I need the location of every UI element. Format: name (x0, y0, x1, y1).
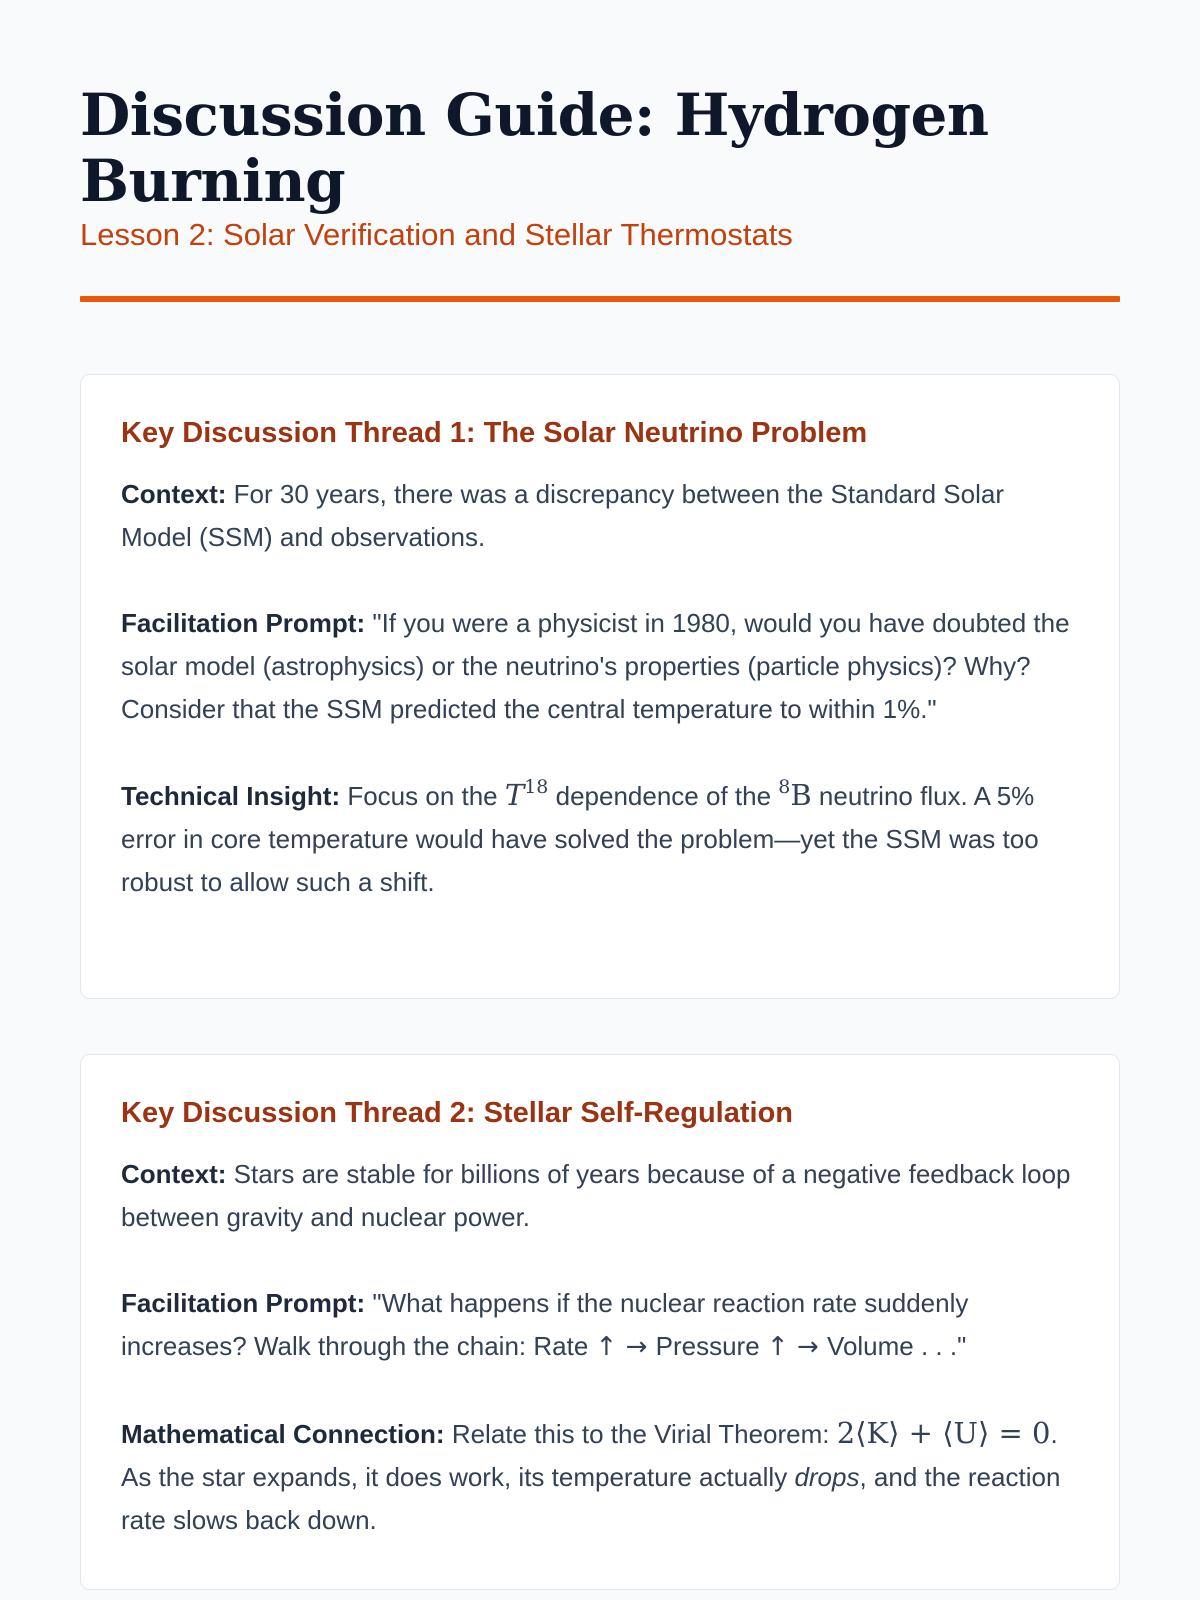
context-text: For 30 years, there was a discrepancy between the Standard Solar Model (SSM) and observations. (121, 479, 1004, 552)
prompt-text: "If you were a physicist in 1980, would you have doubted the solar model (astrophysics) or the neutrino's properties (particle physics)? Why? Consider that the SSM predicted the central temperature to within 1%." (121, 608, 1070, 724)
context-label: Context: (121, 479, 227, 509)
prompt-mid-text: Pressure (655, 1331, 767, 1361)
temperature-power-math (505, 778, 549, 812)
math-pre-text: Relate this to the Virial Theorem: (444, 1419, 837, 1449)
prompt-label: Facilitation Prompt: (121, 608, 366, 638)
discussion-thread-card-2 (80, 1054, 1120, 1590)
math-exponent: 18 (524, 776, 549, 798)
insight-mid-text: dependence of the (548, 781, 779, 811)
title-divider (80, 296, 1120, 302)
context-paragraph (121, 1153, 1079, 1239)
prompt-end-text: Volume . . ." (827, 1331, 967, 1361)
page-title: Discussion Guide: Hydrogen Burning (80, 81, 989, 215)
boron-isotope-math (778, 778, 811, 812)
context-label: Context: (121, 1159, 227, 1189)
up-arrow-icon: ↑ (766, 1332, 789, 1362)
right-arrow-icon: → (788, 1332, 828, 1362)
insight-post-text: neutrino flux. A 5% error in core temperature would have solved the problem—yet the SSM was too robust to allow such a shift. (121, 781, 1039, 897)
virial-theorem-equation: 2⟨K⟩ + ⟨U⟩ = 0 (836, 1416, 1051, 1450)
context-paragraph (121, 473, 1079, 559)
mathematical-connection-paragraph (121, 1412, 1079, 1542)
technical-insight-paragraph (121, 774, 1079, 904)
context-text: Stars are stable for billions of years because of a negative feedback loop between gravity and nuclear power. (121, 1159, 1071, 1232)
thread-heading: Key Discussion Thread 1: The Solar Neutrino Problem (121, 417, 868, 449)
prompt-pre-text: "What happens if the nuclear reaction rate suddenly increases? Walk through the chain: Rate (121, 1288, 969, 1361)
isotope-symbol: B (790, 778, 812, 812)
math-connection-label: Mathematical Connection: (121, 1419, 445, 1449)
insight-label: Technical Insight: (121, 781, 341, 811)
math-variable: T (504, 778, 525, 812)
math-post-text-end: , and the reaction rate slows back down. (121, 1462, 1061, 1535)
discussion-thread-card-1 (80, 374, 1120, 999)
facilitation-prompt-paragraph (121, 1282, 1079, 1369)
up-arrow-icon: ↑ (595, 1332, 618, 1362)
facilitation-prompt-paragraph (121, 602, 1079, 731)
prompt-label: Facilitation Prompt: (121, 1288, 366, 1318)
math-post-text: . As the star expands, it does work, its temperature actually (121, 1419, 1058, 1492)
isotope-mass-number: 8 (778, 776, 791, 798)
thread-heading: Key Discussion Thread 2: Stellar Self-Regulation (121, 1097, 793, 1129)
page-subtitle: Lesson 2: Solar Verification and Stellar Thermostats (80, 217, 793, 252)
insight-pre-text: Focus on the (340, 781, 505, 811)
right-arrow-icon: → (617, 1332, 656, 1362)
emphasis-drops: drops (794, 1462, 860, 1492)
document (80, 81, 1120, 1535)
